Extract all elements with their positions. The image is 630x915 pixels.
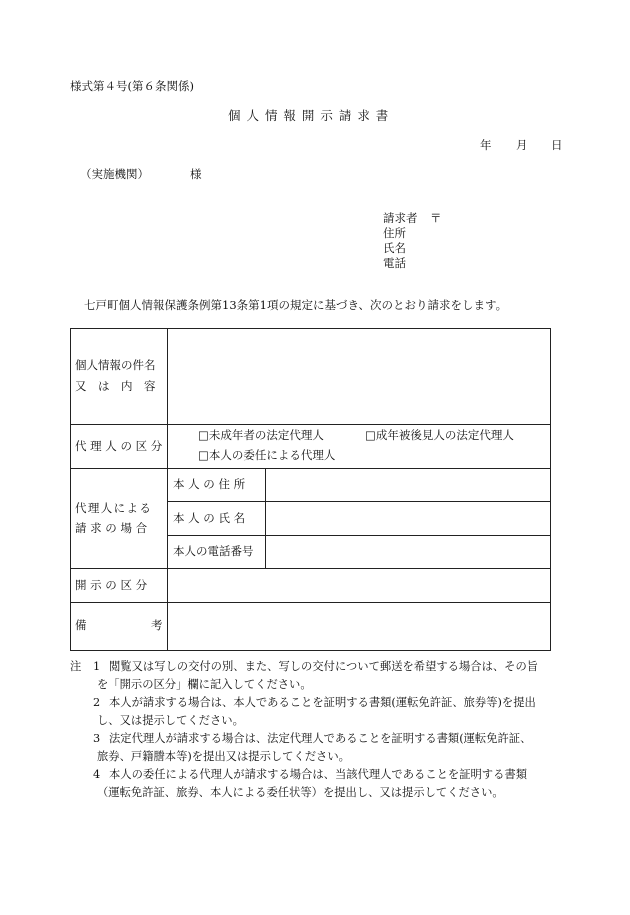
- row-principal-address: [71, 469, 551, 502]
- date-day: 日: [551, 138, 563, 152]
- agent-request-line1: 代理人による: [75, 500, 153, 515]
- note-line: 法定代理人が請求する場合は、法定代理人であることを証明する書類(運転免許証、: [109, 732, 532, 745]
- note-item-2: [70, 694, 570, 730]
- agent-type-options-cell: [168, 425, 551, 469]
- note-item-1: [70, 658, 570, 694]
- checkbox-entrusted-agent[interactable]: □本人の委任による代理人: [198, 448, 336, 462]
- note-line: し、又は提示してください。: [97, 714, 244, 727]
- page-title: 個 人 情 報 開 示 請 求 書: [228, 108, 390, 123]
- note-item-4: [70, 766, 570, 802]
- note-line: 本人が請求する場合は、本人であることを証明する書類(運転免許証、旅券等)を提出: [109, 696, 536, 709]
- subject-label-line2: 又 は 内 容: [75, 379, 156, 393]
- note-item-3: [70, 730, 570, 766]
- row-subject: [71, 329, 551, 425]
- principal-name-input[interactable]: [266, 502, 551, 536]
- note-number: 4: [93, 768, 101, 781]
- request-form-table: [70, 328, 551, 651]
- row-agent-type: [71, 425, 551, 469]
- row-remarks: [71, 603, 551, 651]
- agent-request-label-cell: [71, 469, 168, 569]
- principal-address-input[interactable]: [266, 469, 551, 502]
- date-month: 月: [516, 138, 528, 152]
- note-number: 3: [93, 732, 101, 745]
- recipient-honorific: 様: [190, 167, 202, 181]
- agent-request-line2: 請 求 の 場 合: [75, 520, 148, 535]
- subject-label-line1: 個人情報の件名: [75, 358, 156, 373]
- remarks-label-cell: [71, 603, 168, 651]
- note-line: 閲覧又は写しの交付の別、また、写しの交付について郵送を希望する場合は、その旨: [109, 660, 539, 673]
- subject-label-cell: [71, 329, 168, 425]
- notes-head: 注: [70, 660, 82, 673]
- date-year: 年: [480, 138, 492, 152]
- remarks-input[interactable]: [168, 603, 551, 651]
- postal-mark: 〒: [430, 211, 442, 225]
- note-line: 旅券、戸籍謄本等)を提出又は提示してください。: [97, 750, 350, 763]
- disclosure-type-input[interactable]: [168, 569, 551, 603]
- disclosure-type-label: 開 示 の 区 分: [71, 569, 168, 603]
- requester-address-label: 住所: [383, 226, 406, 240]
- principal-phone-input[interactable]: [266, 536, 551, 569]
- note-line: を「開示の区分」欄に記入してください。: [97, 678, 312, 691]
- remarks-label-a: 備: [75, 618, 87, 632]
- form-number: 様式第４号(第６条関係): [70, 79, 194, 93]
- requester-phone-label: 電話: [383, 256, 406, 270]
- note-line: 本人の委任による代理人が請求する場合は、当該代理人であることを証明する書類: [109, 768, 527, 781]
- subject-input-cell[interactable]: [168, 329, 551, 425]
- note-number: 2: [93, 696, 101, 709]
- note-line: （運転免許証、旅券、本人による委任状等）を提出し、又は提示してください。: [97, 786, 504, 799]
- requester-label: 請求者: [383, 211, 418, 225]
- principal-name-label: 本 人 の 氏 名: [168, 502, 266, 536]
- agent-type-label: 代 理 人 の 区 分: [71, 425, 168, 469]
- notes-section: [70, 658, 570, 802]
- intro-statement: 七戸町個人情報保護条例第13条第1項の規定に基づき、次のとおり請求をします。: [84, 298, 508, 312]
- recipient-agency: （実施機関）: [80, 167, 149, 181]
- principal-address-label: 本 人 の 住 所: [168, 469, 266, 502]
- checkbox-minor-guardian[interactable]: □未成年者の法定代理人: [198, 428, 324, 442]
- principal-phone-label: 本人の電話番号: [168, 536, 266, 569]
- remarks-label-b: 考: [151, 618, 163, 632]
- checkbox-adult-guardian[interactable]: □成年被後見人の法定代理人: [365, 428, 514, 442]
- note-number: 1: [93, 660, 101, 673]
- requester-name-label: 氏名: [383, 241, 406, 255]
- row-disclosure-type: [71, 569, 551, 603]
